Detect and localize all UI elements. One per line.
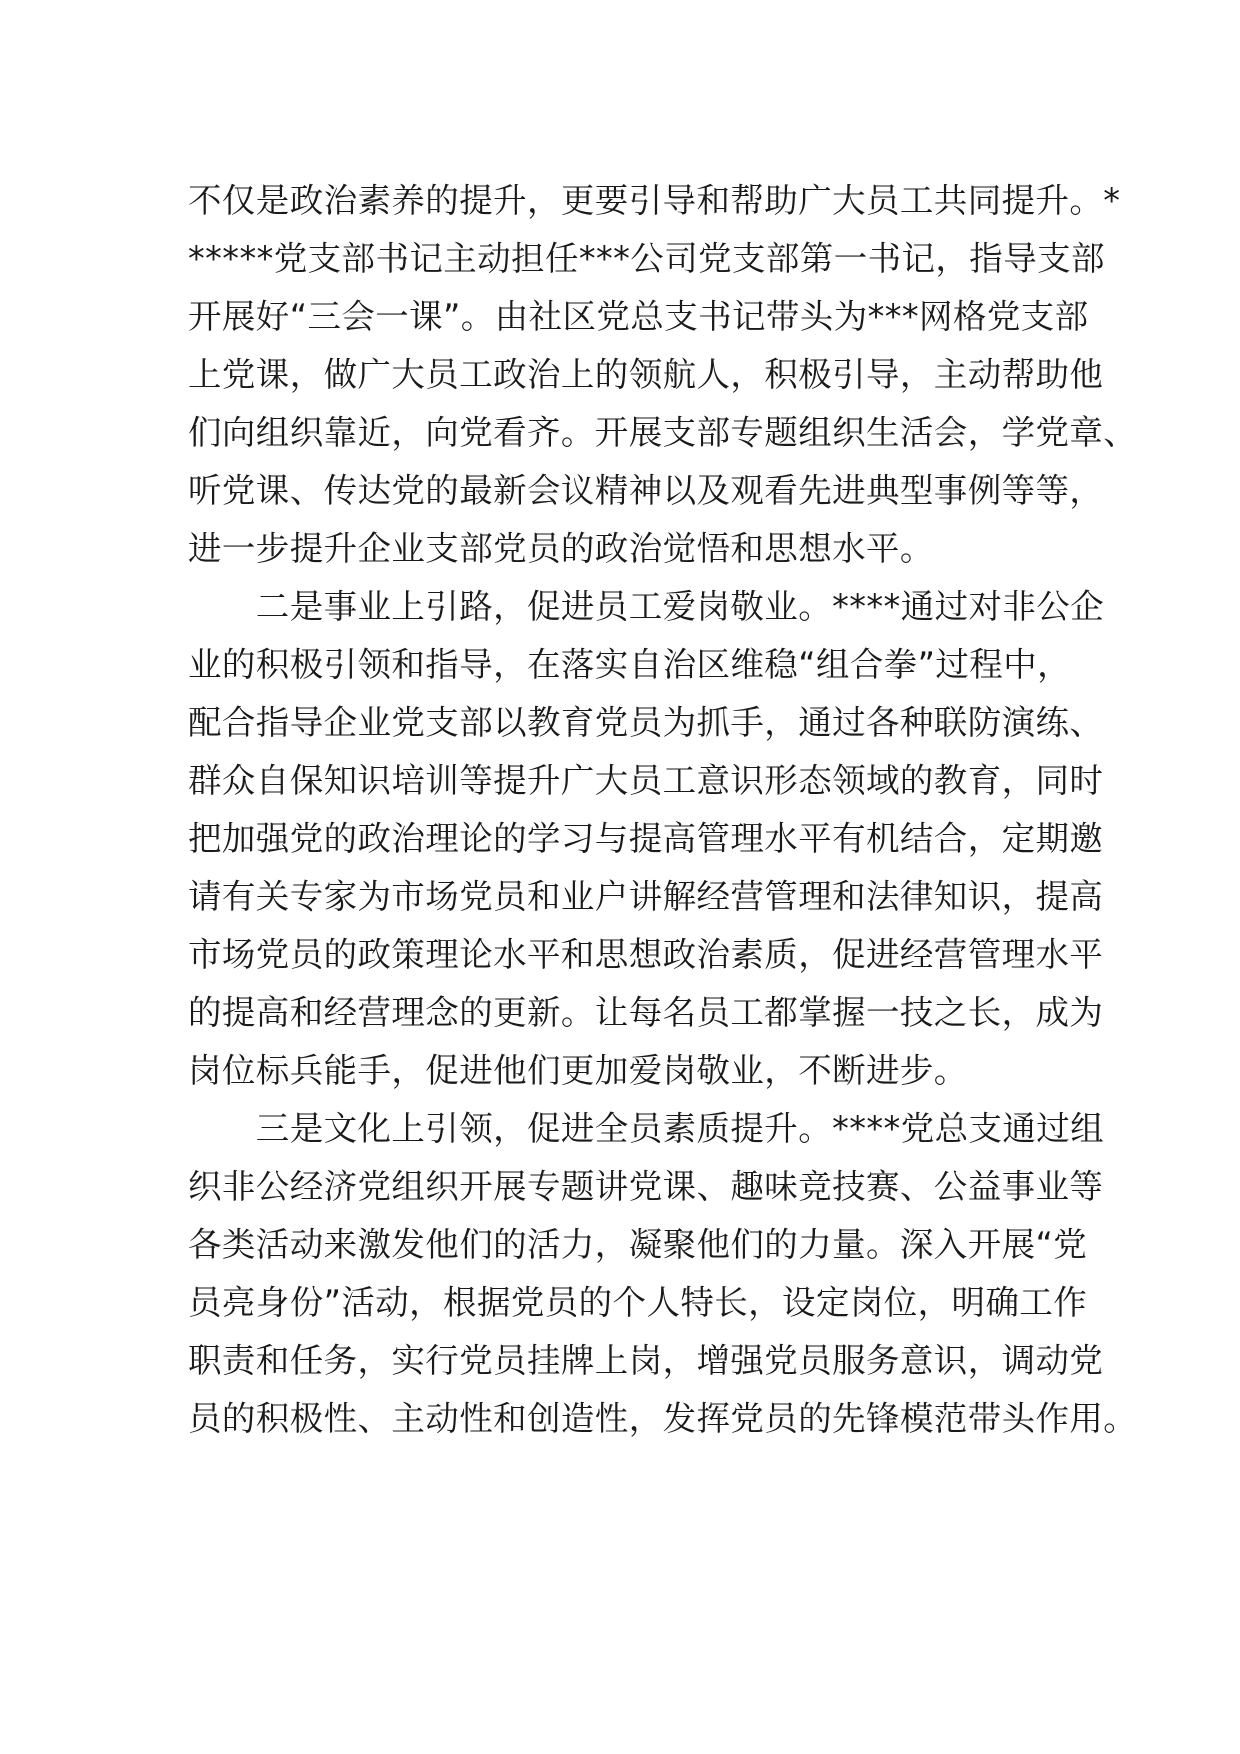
text-line: 的提高和经营理念的更新。让每名员工都掌握一技之长，成为 [188, 993, 1104, 1032]
text-line: 业的积极引领和指导，在落实自治区维稳“组合拳”过程中， [188, 645, 1072, 684]
text-line: 把加强党的政治理论的学习与提高管理水平有机结合，定期邀 [188, 819, 1104, 858]
text-line: 们向组织靠近，向党看齐。开展支部专题组织生活会，学党章、 [188, 413, 1138, 452]
text-line: 上党课，做广大员工政治上的领航人，积极引导，主动帮助他 [188, 355, 1104, 394]
text-line: 二是事业上引路，促进员工爱岗敬业。****通过对非公企 [188, 587, 1105, 626]
text-line: 市场党员的政策理论水平和思想政治素质，促进经营管理水平 [188, 935, 1104, 974]
text-line: *****党支部书记主动担任***公司党支部第一书记，指导支部 [188, 239, 1105, 278]
text-line: 进一步提升企业支部党员的政治觉悟和思想水平。 [188, 529, 934, 568]
text-line: 员的积极性、主动性和创造性，发挥党员的先锋模范带头作用。 [188, 1399, 1138, 1438]
text-line: 员亮身份”活动，根据党员的个人特长，设定岗位，明确工作 [188, 1283, 1088, 1322]
text-line: 三是文化上引领，促进全员素质提升。****党总支通过组 [188, 1109, 1105, 1148]
text-line: 听党课、传达党的最新会议精神以及观看先进典型事例等等， [188, 471, 1104, 510]
text-line: 职责和任务，实行党员挂牌上岗，增强党员服务意识，调动党 [188, 1341, 1104, 1380]
text-line: 请有关专家为市场党员和业户讲解经营管理和法律知识，提高 [188, 877, 1104, 916]
text-line: 群众自保知识培训等提升广大员工意识形态领域的教育，同时 [188, 761, 1104, 800]
text-line: 各类活动来激发他们的活力，凝聚他们的力量。深入开展“党 [188, 1225, 1088, 1264]
text-line: 不仅是政治素养的提升，更要引导和帮助广大员工共同提升。* [188, 181, 1121, 220]
text-line: 织非公经济党组织开展专题讲党课、趣味竞技赛、公益事业等 [188, 1167, 1104, 1206]
text-line: 开展好“三会一课”。由社区党总支书记带头为***网格党支部 [188, 297, 1089, 336]
text-line: 配合指导企业党支部以教育党员为抓手，通过各种联防演练、 [188, 703, 1104, 742]
text-line: 岗位标兵能手，促进他们更加爱岗敬业，不断进步。 [188, 1051, 968, 1090]
